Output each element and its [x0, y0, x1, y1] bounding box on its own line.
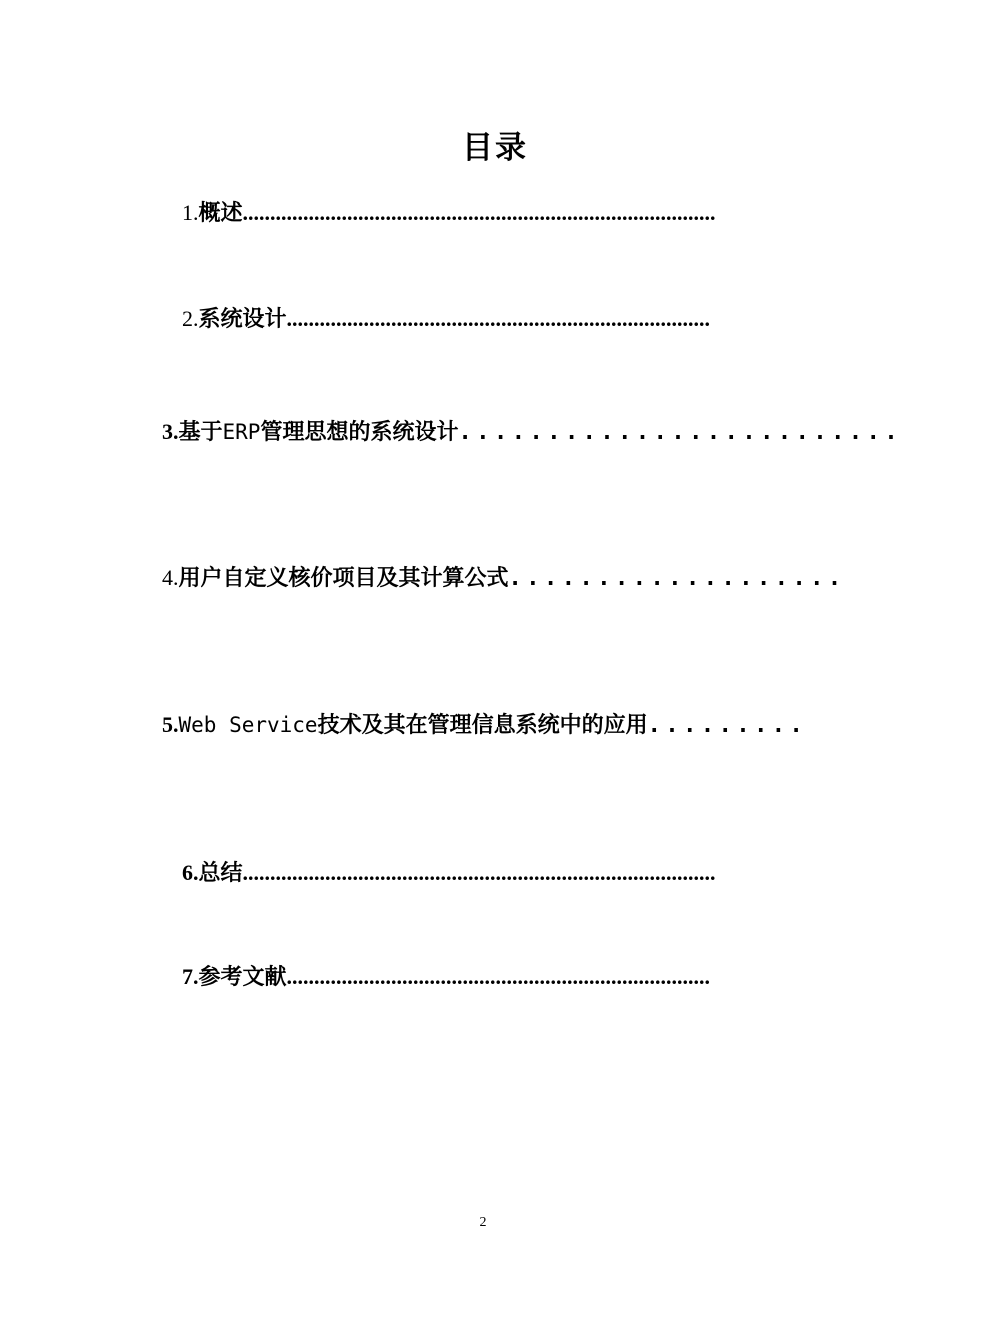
- toc-entry-erp-design[interactable]: [162, 417, 903, 448]
- toc-entry-number: 2.: [182, 306, 199, 331]
- toc-entry-label: 用户自定义核价项目及其计算公式: [178, 566, 509, 591]
- toc-entry-number: 3.: [162, 419, 179, 444]
- toc-entry-label: 技术及其在管理信息系统中的应用: [317, 713, 648, 738]
- toc-entry-number: 6.: [182, 860, 199, 885]
- toc-dot-leader: .............................................................................: [286, 306, 711, 331]
- toc-entry-web-service[interactable]: [162, 710, 808, 741]
- toc-entry-summary[interactable]: [182, 858, 802, 889]
- toc-entry-code: Web Service: [178, 713, 318, 737]
- toc-dot-leader: .........: [647, 713, 808, 738]
- toc-dot-leader: ...................: [508, 566, 846, 591]
- toc-entry-label: 基于: [178, 420, 223, 445]
- toc-entry-label: 总结: [198, 861, 243, 886]
- toc-dot-leader: .............................................................................: [286, 964, 711, 989]
- page-number: 2: [479, 1215, 487, 1230]
- toc-entry-number: 4.: [162, 565, 179, 590]
- toc-entry-system-design[interactable]: [182, 304, 802, 335]
- toc-entry-label: 系统设计: [198, 307, 287, 332]
- toc-entry-number: 7.: [182, 964, 199, 989]
- toc-entry-number: 1.: [182, 200, 199, 225]
- toc-entry-code: ERP: [222, 420, 261, 444]
- toc-entry-custom-pricing[interactable]: [162, 563, 846, 594]
- toc-entry-label: 参考文献: [198, 965, 287, 990]
- toc-dot-leader: .........................: [458, 420, 903, 445]
- toc-entry-label: 概述: [198, 201, 243, 226]
- toc-entry-references[interactable]: [182, 962, 802, 993]
- toc-entry-number: 5.: [162, 712, 179, 737]
- toc-title: 目录: [462, 130, 528, 166]
- toc-dot-leader: ......................................................................................: [242, 200, 716, 225]
- toc-entry-overview[interactable]: [182, 198, 802, 229]
- toc-entry-label-continued: 管理思想的系统设计: [260, 420, 459, 445]
- toc-dot-leader: ......................................................................................: [242, 860, 716, 885]
